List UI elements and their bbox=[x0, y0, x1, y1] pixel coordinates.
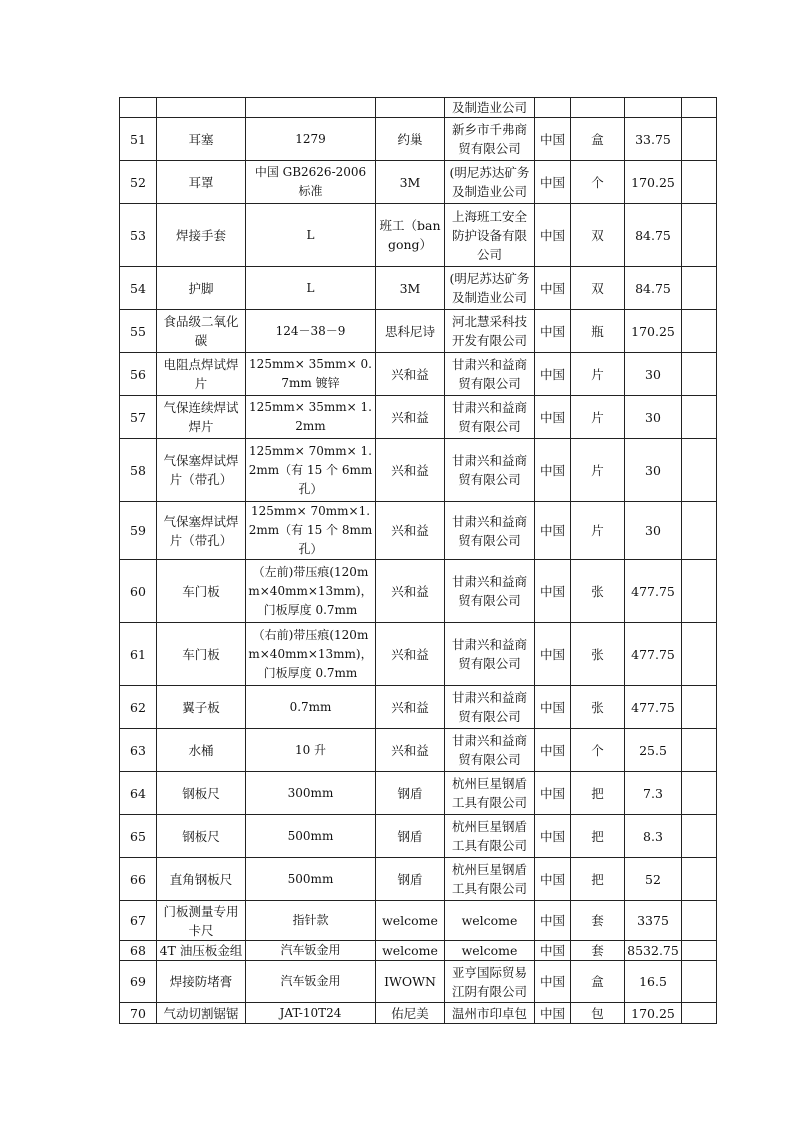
table-row bbox=[120, 686, 717, 729]
cell-extra bbox=[682, 310, 717, 353]
cell-no: 55 bbox=[120, 310, 157, 353]
cell-price: 25.5 bbox=[625, 729, 682, 772]
cell-brand: 3M bbox=[376, 161, 445, 204]
cell-name: 气保塞焊试焊片（带孔） bbox=[157, 439, 246, 502]
cell-name: 车门板 bbox=[157, 623, 246, 686]
cell-name: 护脚 bbox=[157, 267, 246, 310]
cell-origin: 中国 bbox=[535, 353, 571, 396]
cell-unit: 张 bbox=[571, 560, 625, 623]
cell-no: 59 bbox=[120, 502, 157, 560]
cell-extra bbox=[682, 353, 717, 396]
table-row bbox=[120, 267, 717, 310]
cell-brand: 兴和益 bbox=[376, 502, 445, 560]
cell-no: 56 bbox=[120, 353, 157, 396]
cell-brand: 班工（bangong） bbox=[376, 204, 445, 267]
cell-origin bbox=[535, 98, 571, 118]
cell-spec: 0.7mm bbox=[246, 686, 376, 729]
cell-name: 耳罩 bbox=[157, 161, 246, 204]
cell-no bbox=[120, 98, 157, 118]
cell-no: 61 bbox=[120, 623, 157, 686]
cell-no: 63 bbox=[120, 729, 157, 772]
cell-supplier: 甘肃兴和益商贸有限公司 bbox=[445, 686, 535, 729]
cell-no: 66 bbox=[120, 858, 157, 901]
table-row bbox=[120, 961, 717, 1003]
table-row bbox=[120, 772, 717, 815]
cell-brand: 兴和益 bbox=[376, 686, 445, 729]
cell-brand: 钢盾 bbox=[376, 815, 445, 858]
cell-spec: 汽车钣金用 bbox=[246, 941, 376, 961]
cell-extra bbox=[682, 161, 717, 204]
cell-supplier: 及制造业公司 bbox=[445, 98, 535, 118]
table-row bbox=[120, 901, 717, 941]
cell-brand: 兴和益 bbox=[376, 353, 445, 396]
cell-spec: 500mm bbox=[246, 858, 376, 901]
cell-no: 60 bbox=[120, 560, 157, 623]
cell-spec: （左前)带压痕(120mm×40mm×13mm)，门板厚度 0.7mm bbox=[246, 560, 376, 623]
cell-price: 477.75 bbox=[625, 560, 682, 623]
cell-brand: welcome bbox=[376, 901, 445, 941]
cell-unit: 个 bbox=[571, 729, 625, 772]
cell-name: 焊接防堵膏 bbox=[157, 961, 246, 1003]
cell-name: 钢板尺 bbox=[157, 815, 246, 858]
cell-origin: 中国 bbox=[535, 560, 571, 623]
cell-origin: 中国 bbox=[535, 623, 571, 686]
cell-name: 直角钢板尺 bbox=[157, 858, 246, 901]
cell-unit: 片 bbox=[571, 396, 625, 439]
cell-origin: 中国 bbox=[535, 161, 571, 204]
cell-unit: 片 bbox=[571, 353, 625, 396]
cell-price: 30 bbox=[625, 353, 682, 396]
cell-extra bbox=[682, 858, 717, 901]
cell-price: 477.75 bbox=[625, 686, 682, 729]
cell-supplier: 河北慧采科技开发有限公司 bbox=[445, 310, 535, 353]
cell-name: 耳塞 bbox=[157, 118, 246, 161]
cell-no: 65 bbox=[120, 815, 157, 858]
cell-price: 30 bbox=[625, 439, 682, 502]
cell-price: 30 bbox=[625, 502, 682, 560]
product-table bbox=[119, 97, 717, 1024]
cell-supplier: 甘肃兴和益商贸有限公司 bbox=[445, 396, 535, 439]
cell-spec: 汽车钣金用 bbox=[246, 961, 376, 1003]
cell-price: 3375 bbox=[625, 901, 682, 941]
cell-spec: 300mm bbox=[246, 772, 376, 815]
cell-origin: 中国 bbox=[535, 267, 571, 310]
cell-brand: 钢盾 bbox=[376, 858, 445, 901]
table-row bbox=[120, 310, 717, 353]
cell-spec: （右前)带压痕(120mm×40mm×13mm)，门板厚度 0.7mm bbox=[246, 623, 376, 686]
cell-unit: 套 bbox=[571, 901, 625, 941]
cell-unit: 盒 bbox=[571, 118, 625, 161]
cell-extra bbox=[682, 267, 717, 310]
cell-no: 68 bbox=[120, 941, 157, 961]
cell-spec: 10 升 bbox=[246, 729, 376, 772]
cell-name: 4T 油压板金组 bbox=[157, 941, 246, 961]
cell-spec: 125mm× 35mm× 0.7mm 镀锌 bbox=[246, 353, 376, 396]
cell-extra bbox=[682, 815, 717, 858]
cell-brand: 兴和益 bbox=[376, 439, 445, 502]
cell-extra bbox=[682, 901, 717, 941]
table-row bbox=[120, 623, 717, 686]
cell-price: 16.5 bbox=[625, 961, 682, 1003]
cell-no: 62 bbox=[120, 686, 157, 729]
cell-supplier: 杭州巨星钢盾工具有限公司 bbox=[445, 772, 535, 815]
cell-unit: 盒 bbox=[571, 961, 625, 1003]
table-body bbox=[120, 98, 717, 1024]
cell-origin: 中国 bbox=[535, 204, 571, 267]
cell-supplier: 甘肃兴和益商贸有限公司 bbox=[445, 439, 535, 502]
cell-brand: 兴和益 bbox=[376, 623, 445, 686]
cell-origin: 中国 bbox=[535, 1003, 571, 1024]
cell-origin: 中国 bbox=[535, 772, 571, 815]
cell-spec: 中国 GB2626-2006 标准 bbox=[246, 161, 376, 204]
cell-no: 52 bbox=[120, 161, 157, 204]
cell-spec: 125mm× 70mm× 1.2mm（有 15 个 6mm 孔） bbox=[246, 439, 376, 502]
cell-name: 水桶 bbox=[157, 729, 246, 772]
cell-unit: 片 bbox=[571, 502, 625, 560]
cell-name: 焊接手套 bbox=[157, 204, 246, 267]
cell-extra bbox=[682, 686, 717, 729]
cell-name: 气保塞焊试焊片（带孔） bbox=[157, 502, 246, 560]
table-row bbox=[120, 858, 717, 901]
cell-unit: 瓶 bbox=[571, 310, 625, 353]
cell-brand bbox=[376, 98, 445, 118]
cell-unit: 把 bbox=[571, 858, 625, 901]
cell-extra bbox=[682, 98, 717, 118]
cell-supplier: 杭州巨星钢盾工具有限公司 bbox=[445, 815, 535, 858]
cell-price: 84.75 bbox=[625, 267, 682, 310]
cell-name: 翼子板 bbox=[157, 686, 246, 729]
cell-origin: 中国 bbox=[535, 396, 571, 439]
cell-supplier: welcome bbox=[445, 901, 535, 941]
cell-unit: 个 bbox=[571, 161, 625, 204]
cell-spec: 1279 bbox=[246, 118, 376, 161]
cell-unit: 双 bbox=[571, 267, 625, 310]
cell-price: 30 bbox=[625, 396, 682, 439]
table-row bbox=[120, 161, 717, 204]
cell-extra bbox=[682, 961, 717, 1003]
cell-price: 84.75 bbox=[625, 204, 682, 267]
cell-name: 气保连续焊试焊片 bbox=[157, 396, 246, 439]
cell-spec: L bbox=[246, 267, 376, 310]
cell-no: 64 bbox=[120, 772, 157, 815]
cell-spec: JAT-10T24 bbox=[246, 1003, 376, 1024]
table-row bbox=[120, 439, 717, 502]
cell-unit: 张 bbox=[571, 686, 625, 729]
cell-brand: 兴和益 bbox=[376, 396, 445, 439]
cell-no: 69 bbox=[120, 961, 157, 1003]
cell-supplier: 甘肃兴和益商贸有限公司 bbox=[445, 729, 535, 772]
cell-supplier: 甘肃兴和益商贸有限公司 bbox=[445, 560, 535, 623]
cell-no: 51 bbox=[120, 118, 157, 161]
cell-brand: 约巢 bbox=[376, 118, 445, 161]
cell-origin: 中国 bbox=[535, 310, 571, 353]
table-row bbox=[120, 396, 717, 439]
cell-unit: 双 bbox=[571, 204, 625, 267]
cell-price: 7.3 bbox=[625, 772, 682, 815]
cell-brand: IWOWN bbox=[376, 961, 445, 1003]
cell-origin: 中国 bbox=[535, 961, 571, 1003]
cell-no: 57 bbox=[120, 396, 157, 439]
cell-extra bbox=[682, 1003, 717, 1024]
cell-spec: 指针款 bbox=[246, 901, 376, 941]
cell-supplier: (明尼苏达矿务及制造业公司 bbox=[445, 161, 535, 204]
cell-extra bbox=[682, 560, 717, 623]
table-row bbox=[120, 941, 717, 961]
cell-brand: 兴和益 bbox=[376, 560, 445, 623]
cell-extra bbox=[682, 772, 717, 815]
table-row bbox=[120, 729, 717, 772]
cell-no: 54 bbox=[120, 267, 157, 310]
cell-name: 电阻点焊试焊片 bbox=[157, 353, 246, 396]
cell-price: 8.3 bbox=[625, 815, 682, 858]
cell-origin: 中国 bbox=[535, 815, 571, 858]
table-row bbox=[120, 118, 717, 161]
cell-supplier: 温州市印卓包 bbox=[445, 1003, 535, 1024]
cell-price: 477.75 bbox=[625, 623, 682, 686]
cell-supplier: 上海班工安全防护设备有限公司 bbox=[445, 204, 535, 267]
cell-extra bbox=[682, 502, 717, 560]
cell-origin: 中国 bbox=[535, 729, 571, 772]
table-row bbox=[120, 560, 717, 623]
cell-price: 170.25 bbox=[625, 1003, 682, 1024]
cell-extra bbox=[682, 439, 717, 502]
cell-name bbox=[157, 98, 246, 118]
cell-origin: 中国 bbox=[535, 901, 571, 941]
cell-extra bbox=[682, 941, 717, 961]
cell-origin: 中国 bbox=[535, 858, 571, 901]
cell-unit: 张 bbox=[571, 623, 625, 686]
cell-unit: 把 bbox=[571, 815, 625, 858]
cell-name: 气动切割锯锯 bbox=[157, 1003, 246, 1024]
cell-price bbox=[625, 98, 682, 118]
cell-extra bbox=[682, 729, 717, 772]
cell-brand: 3M bbox=[376, 267, 445, 310]
cell-origin: 中国 bbox=[535, 686, 571, 729]
cell-supplier: 杭州巨星钢盾工具有限公司 bbox=[445, 858, 535, 901]
cell-price: 52 bbox=[625, 858, 682, 901]
table-row bbox=[120, 204, 717, 267]
table-row bbox=[120, 353, 717, 396]
cell-supplier: 新乡市千弗商贸有限公司 bbox=[445, 118, 535, 161]
cell-origin: 中国 bbox=[535, 118, 571, 161]
table-row bbox=[120, 98, 717, 118]
cell-price: 170.25 bbox=[625, 161, 682, 204]
cell-spec: 124－38－9 bbox=[246, 310, 376, 353]
cell-extra bbox=[682, 204, 717, 267]
cell-name: 车门板 bbox=[157, 560, 246, 623]
cell-unit: 包 bbox=[571, 1003, 625, 1024]
cell-unit bbox=[571, 98, 625, 118]
cell-spec: L bbox=[246, 204, 376, 267]
cell-spec bbox=[246, 98, 376, 118]
cell-no: 58 bbox=[120, 439, 157, 502]
cell-brand: 钢盾 bbox=[376, 772, 445, 815]
cell-supplier: (明尼苏达矿务及制造业公司 bbox=[445, 267, 535, 310]
cell-name: 钢板尺 bbox=[157, 772, 246, 815]
cell-spec: 500mm bbox=[246, 815, 376, 858]
cell-no: 67 bbox=[120, 901, 157, 941]
cell-origin: 中国 bbox=[535, 439, 571, 502]
cell-brand: 佑尼美 bbox=[376, 1003, 445, 1024]
cell-brand: welcome bbox=[376, 941, 445, 961]
table-row bbox=[120, 815, 717, 858]
cell-supplier: welcome bbox=[445, 941, 535, 961]
cell-extra bbox=[682, 396, 717, 439]
cell-name: 门板测量专用卡尺 bbox=[157, 901, 246, 941]
cell-brand: 思科尼诗 bbox=[376, 310, 445, 353]
cell-no: 70 bbox=[120, 1003, 157, 1024]
cell-name: 食品级二氧化碳 bbox=[157, 310, 246, 353]
cell-extra bbox=[682, 118, 717, 161]
cell-origin: 中国 bbox=[535, 502, 571, 560]
table-row bbox=[120, 1003, 717, 1024]
cell-extra bbox=[682, 623, 717, 686]
cell-supplier: 甘肃兴和益商贸有限公司 bbox=[445, 502, 535, 560]
cell-spec: 125mm× 35mm× 1.2mm bbox=[246, 396, 376, 439]
cell-spec: 125mm× 70mm×1.2mm（有 15 个 8mm 孔） bbox=[246, 502, 376, 560]
cell-unit: 片 bbox=[571, 439, 625, 502]
cell-supplier: 亚亨国际贸易江阴有限公司 bbox=[445, 961, 535, 1003]
cell-origin: 中国 bbox=[535, 941, 571, 961]
cell-unit: 套 bbox=[571, 941, 625, 961]
cell-unit: 把 bbox=[571, 772, 625, 815]
cell-brand: 兴和益 bbox=[376, 729, 445, 772]
cell-price: 8532.75 bbox=[625, 941, 682, 961]
cell-price: 170.25 bbox=[625, 310, 682, 353]
table-row bbox=[120, 502, 717, 560]
cell-supplier: 甘肃兴和益商贸有限公司 bbox=[445, 353, 535, 396]
cell-price: 33.75 bbox=[625, 118, 682, 161]
cell-no: 53 bbox=[120, 204, 157, 267]
cell-supplier: 甘肃兴和益商贸有限公司 bbox=[445, 623, 535, 686]
